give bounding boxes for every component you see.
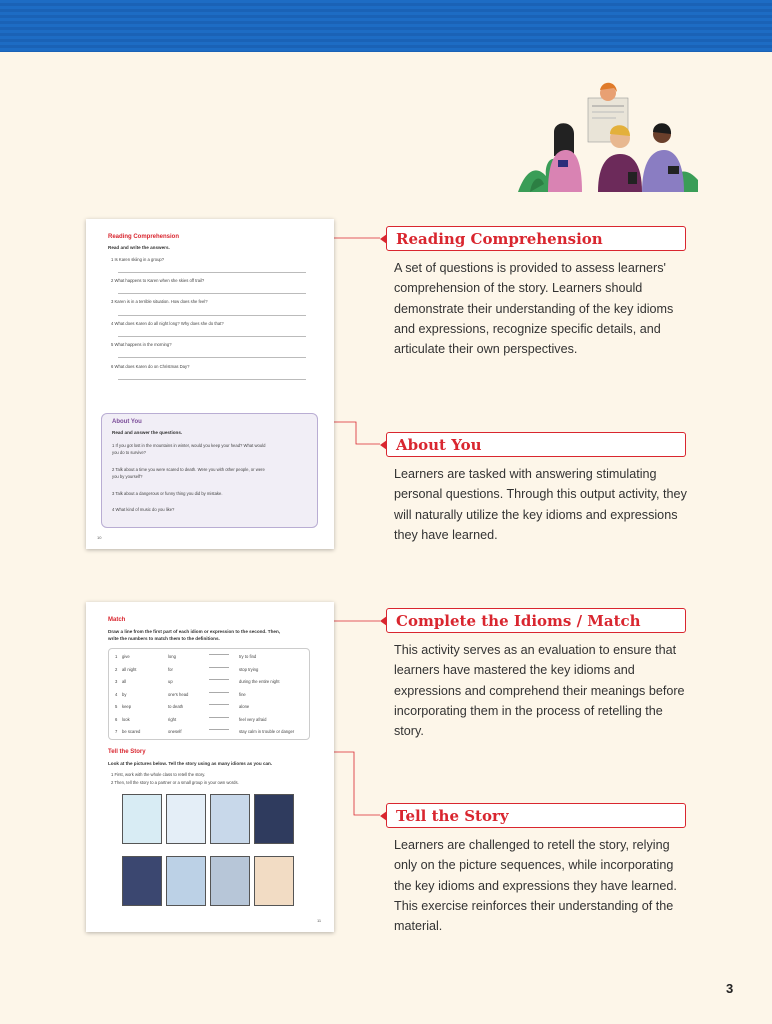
thumb-page-number: 11: [317, 918, 322, 923]
thumb-rc-question: 5 What happens in the morning?: [111, 342, 172, 347]
thumb-about-question: 2 Talk about a time you were scared to death. Were you with other people, or were: [112, 467, 265, 472]
heading-complete-the-idioms-match: Complete the Idioms / Match: [386, 608, 686, 633]
page-number: 3: [726, 981, 734, 996]
description-reading-comprehension: A set of questions is provided to assess learners' comprehension of the story. Learners should demonstrate their understanding of the key idioms and expressions, recognize specific details, and articulate their own perspectives.: [394, 261, 674, 357]
thumb-match-row: 3 all up during the entire night: [115, 679, 280, 684]
heading-about-you: About You: [386, 432, 686, 457]
thumb-rc-title: Reading Comprehension: [108, 234, 180, 240]
thumb-match-row: 2 all night for stop trying: [115, 666, 259, 672]
description-tell-the-story: Learners are challenged to retell the story, relying only on the picture sequences, while incorporating the key idioms and expressions they have learned. This exercise reinforces their understanding of the material.: [394, 838, 677, 934]
heading-tell-the-story: Tell the Story: [386, 803, 686, 828]
thumb-about-question: 1 If you got lost in the mountains in winter, would you keep your head? What would: [112, 443, 266, 448]
thumb-story-picture-panels: [122, 790, 298, 908]
thumb-rc-instruction: Read and write the answers.: [108, 245, 170, 250]
story-panel-7: [210, 856, 250, 906]
story-panel-3: [210, 794, 250, 844]
thumb-match-instruction: Draw a line from the first part of each idiom or expression to the second. Then,: [108, 629, 281, 634]
thumb-rc-question: 4 What does Karen do all night long? Why does she do that?: [111, 321, 224, 326]
thumb-match-row: 5 keep to death alone: [115, 704, 250, 709]
thumb-about-question: you by yourself?: [112, 474, 143, 479]
story-panel-4: [254, 794, 294, 844]
people-with-devices-illustration: [516, 80, 700, 196]
top-color-band: [0, 0, 772, 52]
thumb-about-question: 3 Talk about a dangerous or funny thing you did by mistake.: [112, 491, 223, 496]
heading-reading-comprehension: Reading Comprehension: [386, 226, 686, 251]
thumb-match-row: 4 by one's head fine: [115, 691, 246, 697]
description-about-you: Learners are tasked with answering stimulating personal questions. Through this output activity, they will naturally utilize the key idioms and expressions they have learned.: [394, 467, 687, 542]
workbook-page-thumbnail-10: [86, 219, 334, 549]
thumb-page-number: 10: [97, 535, 102, 540]
story-panel-1: [122, 794, 162, 844]
story-panel-2: [166, 794, 206, 844]
thumb-about-question: you do to survive?: [112, 450, 146, 455]
thumb-rc-question: 1 Is Karen skiing in a group?: [111, 257, 165, 262]
thumb-story-instruction: Look at the pictures below. Tell the story using as many idioms as you can.: [108, 761, 273, 766]
story-panel-6: [166, 856, 206, 906]
thumb-story-step: 1 First, work with the whole class to retell the story.: [111, 772, 206, 777]
thumb-match-row: 7 be scared oneself stay calm in trouble or danger: [115, 729, 295, 734]
thumb-match-table: [108, 648, 310, 740]
description-complete-the-idioms-match: This activity serves as an evaluation to ensure that learners have mastered the key idioms and expressions and comprehend their meanings before incorporating them in the process of retelling the story.: [394, 643, 685, 739]
thumb-story-title: Tell the Story: [108, 749, 146, 755]
thumb-about-title: About You: [112, 419, 142, 425]
workbook-page-thumbnail-11: [86, 602, 334, 932]
thumb-rc-question: 6 What does Karen do on Christmas Day?: [111, 364, 190, 369]
story-panel-5: [122, 856, 162, 906]
thumb-rc-question: 2 What happens to Karen when she skies off trail?: [111, 278, 205, 283]
thumb-match-title: Match: [108, 617, 126, 623]
story-panel-8: [254, 856, 294, 906]
thumb-match-row: 1 give long try to find: [115, 654, 257, 659]
thumb-match-instruction: write the numbers to match them to the definitions.: [108, 636, 220, 641]
thumb-story-step: 2 Then, tell the story to a partner or a small group in your own words.: [111, 780, 239, 785]
thumb-about-instruction: Read and answer the questions.: [112, 430, 183, 435]
thumb-about-you-box: [101, 413, 318, 528]
thumb-rc-question: 3 Karen is in a terrible situation. How does she feel?: [111, 299, 208, 304]
thumb-about-question: 4 What kind of music do you like?: [112, 507, 175, 512]
thumb-match-row: 6 look right feel very afraid: [115, 716, 267, 722]
